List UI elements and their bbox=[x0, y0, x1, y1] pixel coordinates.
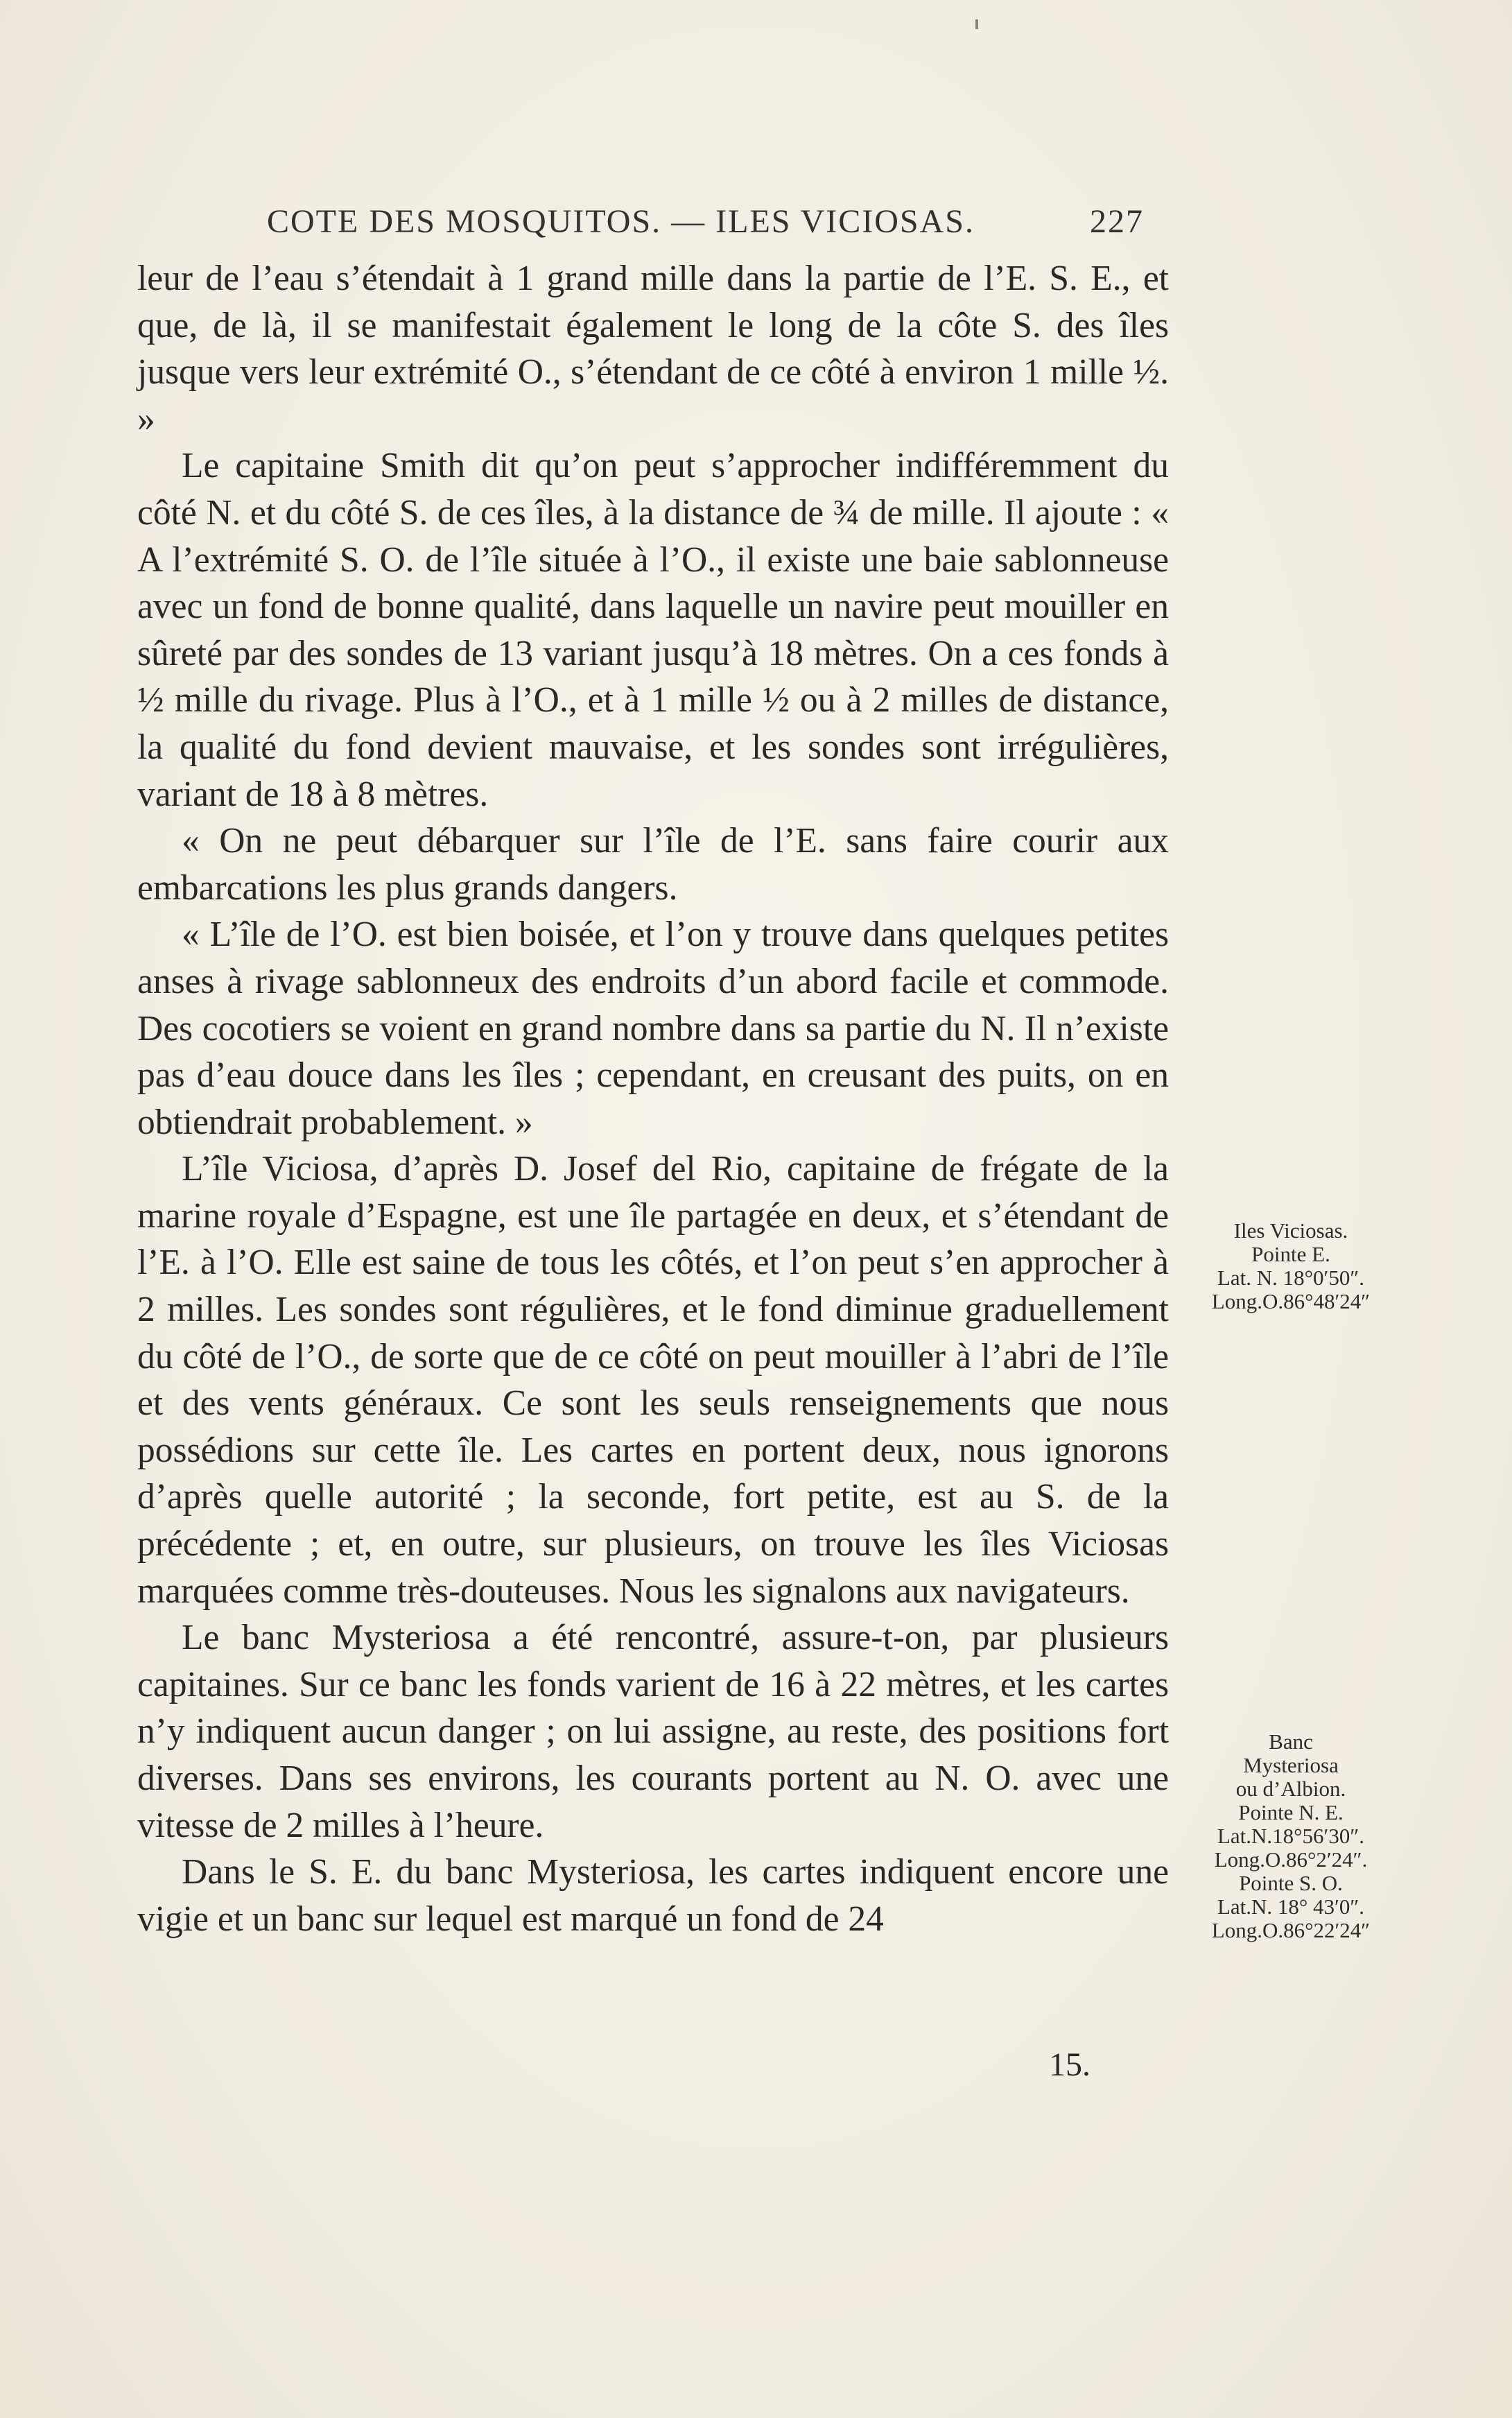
header-title: COTE DES MOSQUITOS. — ILES VICIOSAS. bbox=[267, 203, 975, 240]
margin-note-line: Long.O.86°48′24″ bbox=[1211, 1289, 1371, 1313]
margin-note-line: Iles Viciosas. bbox=[1233, 1218, 1348, 1243]
margin-note-line: Pointe E. bbox=[1251, 1242, 1330, 1266]
margin-note-line: Lat. N. 18°0′50″. bbox=[1217, 1266, 1365, 1290]
paragraph: L’île Viciosa, d’après D. Josef del Rio, capitaine de frégate de la marine royale d’Espagne, est une île partagée en deux, et s’étendant de l’E. à l’O. Elle est saine de tous les côtés, et l’on peut s’en approcher à 2 milles. Les sondes sont régulières, et le fond diminue graduellement du côté de l’O., de sorte que de ce côté on peut mouiller à l’abri de l’île et des vents généraux. Ce sont les seuls renseignements que nous possédions sur cette île. Les cartes en portent deux, nous ignorons d’après quelle autorité ; la seconde, fort petite, est au S. de la précédente ; et, en outre, sur plusieurs, on trouve les îles Viciosas marquées comme très-douteuses. Nous les signalons aux navigateurs. bbox=[137, 1149, 1169, 1611]
running-header bbox=[267, 202, 1144, 244]
margin-note-line: Lat.N.18°56′30″. bbox=[1217, 1824, 1365, 1848]
paragraph: leur de l’eau s’étendait à 1 grand mille dans la partie de l’E. S. E., et que, de là, il se manifestait également le long de la côte S. des îles jusque vers leur extrémité O., s’étendant de ce côté à environ 1 mille ½. » bbox=[137, 259, 1169, 439]
paragraph: Le capitaine Smith dit qu’on peut s’approcher indifféremment du côté N. et du côté S. de ces îles, à la distance de ¾ de mille. Il ajoute : « A l’extrémité S. O. de l’île située à l’O., il existe une baie sablonneuse avec un fond de bonne qualité, dans laquelle un navire peut mouiller en sûreté par des sondes de 13 variant jusqu’à 18 mètres. On a ces fonds à ½ mille du rivage. Plus à l’O., et à 1 mille ½ ou à 2 milles de distance, la qualité du fond devient mauvaise, et les sondes sont irrégulières, variant de 18 à 8 mètres. bbox=[137, 446, 1169, 814]
margin-note-viciosas bbox=[1180, 1219, 1402, 1313]
margin-note-line: Banc bbox=[1269, 1729, 1313, 1754]
paragraph: Le banc Mysteriosa a été rencontré, assure-t-on, par plusieurs capitaines. Sur ce banc les fonds varient de 16 à 22 mètres, et les cartes n’y indiquent aucun danger ; on lui assigne, au reste, des positions fort diverses. Dans ses environs, les courants portent au N. O. avec une vitesse de 2 milles à l’heure. bbox=[137, 1618, 1169, 1845]
paragraph: « L’île de l’O. est bien boisée, et l’on y trouve dans quelques petites anses à rivage sablonneux des endroits d’un abord facile et commode. Des cocotiers se voient en grand nombre dans sa partie du N. Il n’existe pas d’eau douce dans les îles ; cependant, en creusant des puits, on en obtiendrait probablement. » bbox=[137, 915, 1169, 1142]
signature-mark: 15. bbox=[1049, 2046, 1090, 2083]
margin-note-line: Mysteriosa bbox=[1243, 1753, 1339, 1777]
paragraph: Dans le S. E. du banc Mysteriosa, les cartes indiquent encore une vigie et un banc sur lequel est marqué un fond de 24 bbox=[137, 1852, 1169, 1939]
body-text bbox=[137, 255, 1169, 1942]
margin-note-line: Pointe N. E. bbox=[1238, 1800, 1344, 1824]
scan-mark bbox=[975, 19, 978, 29]
margin-note-line: Lat.N. 18° 43′0″. bbox=[1217, 1894, 1365, 1919]
page-number: 227 bbox=[1090, 203, 1144, 240]
margin-note-line: Long.O.86°2′24″. bbox=[1214, 1847, 1368, 1872]
margin-note-line: ou d’Albion. bbox=[1235, 1777, 1346, 1801]
margin-note-line: Long.O.86°22′24″ bbox=[1211, 1918, 1371, 1942]
paragraph: « On ne peut débarquer sur l’île de l’E. sans faire courir aux embarcations les plus grands dangers. bbox=[137, 821, 1169, 908]
margin-note-mysteriosa bbox=[1180, 1730, 1402, 1942]
margin-note-line: Pointe S. O. bbox=[1239, 1871, 1343, 1895]
